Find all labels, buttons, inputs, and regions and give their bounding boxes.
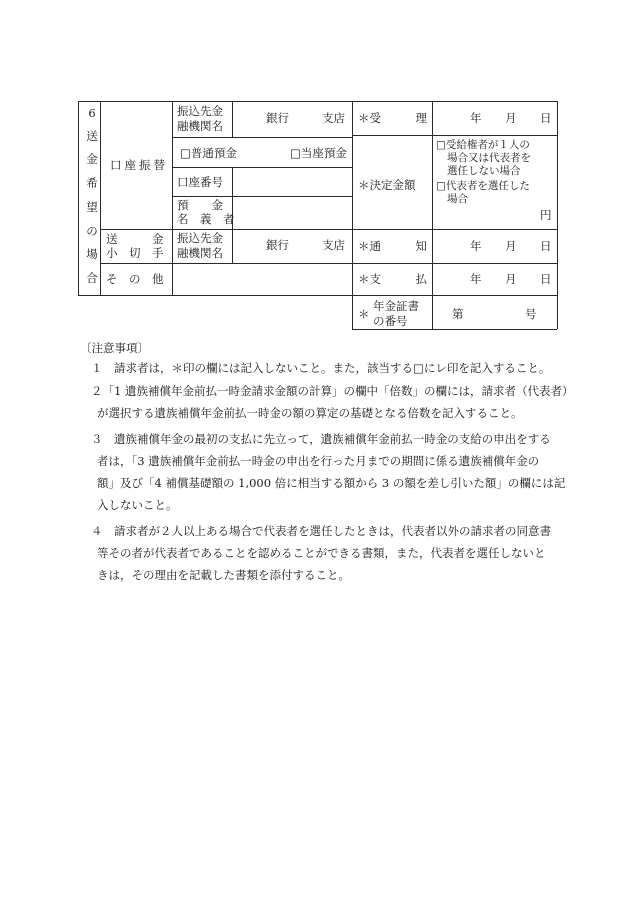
note-line: 入しないこと。 [97, 498, 178, 512]
nenkin-shosho-label-line1: 年金証書 [373, 299, 419, 313]
koza-furikae-label: 口座振替 [110, 158, 168, 172]
futsu-yokin-checkbox[interactable]: □普通預金 [180, 146, 237, 160]
table-row-divider [100, 263, 557, 264]
shiten-label: 支店 [322, 111, 345, 125]
section-label-char: 望 [86, 200, 98, 214]
juri-label: ＊受 理 [358, 111, 427, 125]
furikomi-label-line1: 振込先金 [177, 231, 223, 245]
furikomi-label-line2: 融機関名 [177, 246, 223, 260]
note-line: 額」及び「4 補償基礎額の 1,000 倍に相当する額から 3 の額を差し引いた額」の欄には記 [97, 476, 566, 490]
table-col-divider [172, 101, 173, 295]
table-row-divider [172, 196, 352, 197]
table-row-divider [78, 295, 557, 296]
date-day: 日 [540, 239, 552, 253]
table-row-divider [100, 229, 557, 230]
furikomi-label-line1: 振込先金 [177, 104, 223, 118]
date-month: 月 [505, 239, 517, 253]
note-line: ２「1 遺族補償年金前払一時金請求金額の計算」の欄中「倍数」の欄には，請求者（代表者） [91, 384, 574, 398]
table-col-divider [232, 229, 233, 263]
sokin-label: 送 金 [106, 232, 164, 246]
choice-text: 場合又は代表者を [447, 152, 531, 164]
table-col-divider [352, 101, 353, 329]
note-line: 等その者が代表者であることを認めることができる書類，また，代表者を選任しないと [97, 546, 546, 560]
toza-yokin-checkbox[interactable]: □当座預金 [290, 146, 347, 160]
table-row-divider [172, 167, 352, 168]
table-col-divider [232, 101, 233, 137]
shiten-label: 支店 [322, 238, 345, 252]
table-col-divider [100, 101, 101, 295]
nenkin-shosho-label-line2: の番号 [373, 314, 408, 328]
date-day: 日 [540, 111, 552, 125]
section-label-char: 合 [86, 271, 98, 285]
tsuchi-label: ＊通 知 [358, 239, 427, 253]
section-label-char: 場 [86, 247, 98, 261]
yen-unit: 円 [540, 208, 552, 222]
kogitte-label: 小 切 手 [106, 246, 164, 260]
note-line: ３ 遺族補償年金の最初の支払に先立って，遺族補償年金前払一時金の支給の申出をする [91, 432, 551, 446]
kettei-kingaku-label: ＊決定金額 [358, 178, 416, 192]
table-border-bottom [352, 329, 557, 330]
section-label-char: 金 [86, 152, 98, 166]
note-line: 者は，「3 遺族補償年金前払一時金の申出を行った月までの期間に係る遺族補償年金の [97, 454, 540, 468]
furikomi-label-line2: 融機関名 [177, 119, 223, 133]
notes-title: 〔注意事項〕 [80, 341, 149, 355]
ginko-label: 銀行 [266, 238, 289, 252]
dai-label: 第 [452, 307, 464, 321]
table-col-divider [432, 101, 433, 329]
nenkin-star: ＊ [358, 307, 370, 321]
sonota-label: そ の 他 [106, 272, 164, 286]
date-year: 年 [470, 111, 482, 125]
section-label-char: 希 [86, 176, 98, 190]
koza-bango-label: 口座番号 [177, 175, 223, 189]
table-border-top [78, 101, 557, 102]
meigi-label: 名 義 者 [177, 212, 235, 226]
date-month: 月 [505, 272, 517, 286]
yokin-label: 預 金 [177, 198, 223, 212]
note-line: １ 請求者は，＊印の欄には記入しないこと。また，該当する□にレ印を記入すること。 [91, 361, 551, 375]
note-line: きは，その理由を記載した書類を添付すること。 [97, 568, 350, 582]
note-line: ４ 請求者が２人以上ある場合で代表者を選任したときは，代表者以外の請求者の同意書 [91, 524, 551, 538]
table-row-divider [352, 135, 557, 136]
date-day: 日 [540, 272, 552, 286]
remittance-form-table [0, 0, 630, 340]
date-year: 年 [470, 272, 482, 286]
note-line: が選択する遺族補償年金前払一時金の額の算定の基礎となる倍数を記入すること。 [97, 406, 523, 420]
date-year: 年 [470, 239, 482, 253]
table-row-divider [172, 137, 352, 138]
choice-text: 場合 [447, 193, 468, 205]
choice-representative[interactable]: □代表者を選任した [436, 180, 530, 192]
ginko-label: 銀行 [266, 111, 289, 125]
section-label-char: 送 [86, 129, 98, 143]
date-month: 月 [505, 111, 517, 125]
section-label-char: 6 [88, 106, 96, 120]
choice-single-claimant[interactable]: □受給権者が１人の [436, 139, 530, 151]
table-border-left [78, 101, 79, 295]
go-label: 号 [525, 307, 537, 321]
choice-text: 選任しない場合 [447, 165, 521, 177]
table-border-right [557, 101, 558, 329]
section-label-char: の [86, 224, 98, 238]
shiharai-label: ＊支 払 [358, 272, 427, 286]
